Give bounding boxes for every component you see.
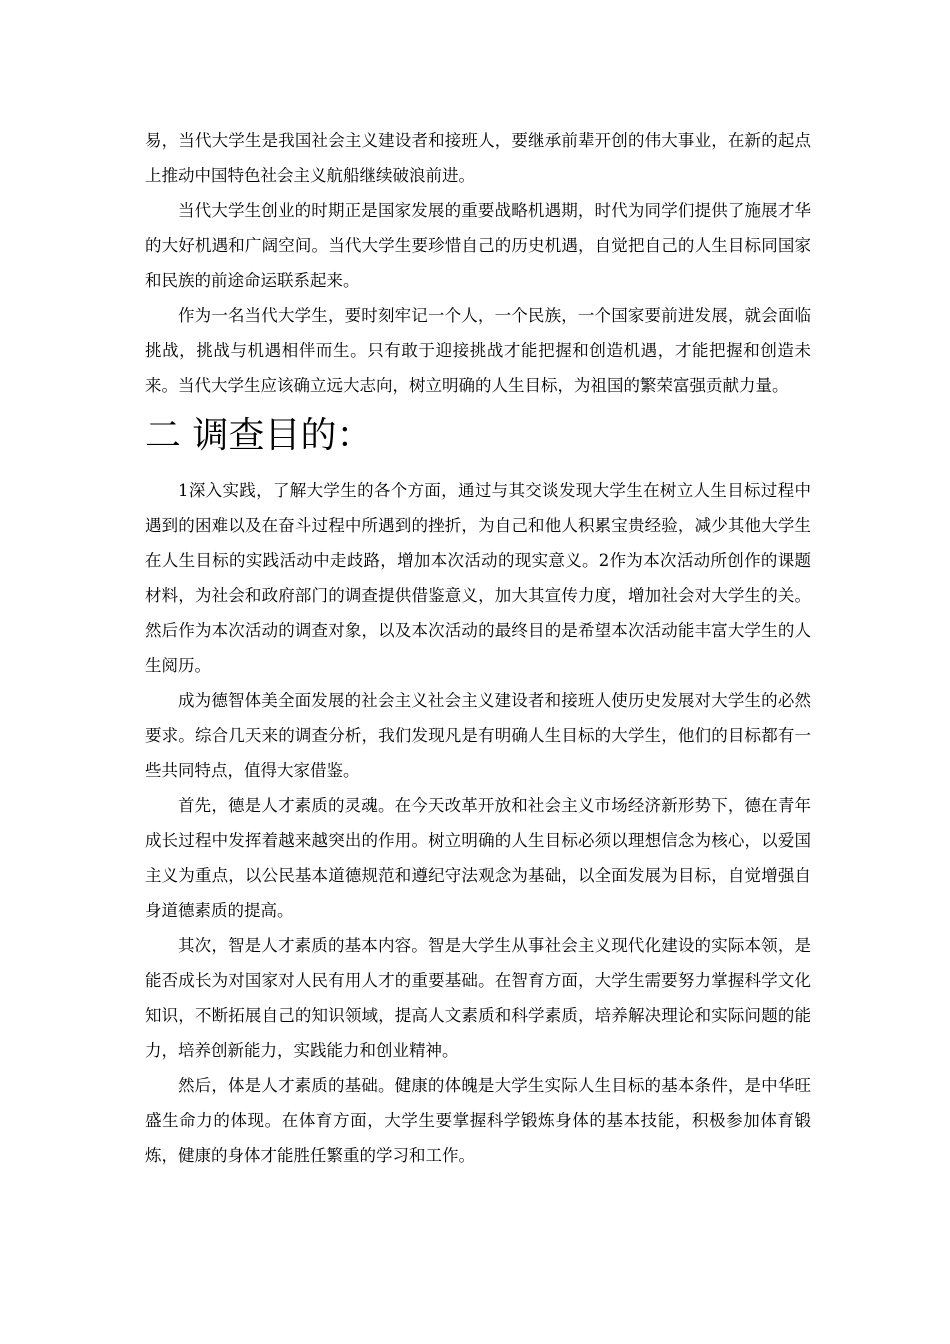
paragraph-challenge: 作为一名当代大学生，要时刻牢记一个人，一个民族，一个国家要前进发展，就会面临挑战，挑战与机遇相伴而生。只有敢于迎接挑战才能把握和创造机遇，才能把握和创造未来。当代大学生应该确立远大志向，树立明确的人生目标，为祖国的繁荣富强贡献力量。 (145, 306, 811, 395)
section-heading: 二 调查目的： (145, 415, 373, 456)
paragraph-intellect: 其次，智是人才素质的基本内容。智是大学生从事社会主义现代化建设的实际本领，是能否成长为对国家对人民有用人才的重要基础。在智育方面，大学生需要努力掌握科学文化知识，不断拓展自己的知识领域，提高人文素质和科学素质，培养解决理论和实际问题的能力，培养创新能力，实践能力和创业精神。 (145, 936, 811, 1060)
paragraph-purpose: 1深入实践，了解大学生的各个方面，通过与其交谈发现大学生在树立人生目标过程中遇到的困难以及在奋斗过程中所遇到的挫折，为自己和他人积累宝贵经验，减少其他大学生在人生目标的实践活动中走歧路，增加本次活动的现实意义。2作为本次活动所创作的课题材料，为社会和政府部门的调查提供借鉴意义，加大其宣传力度，增加社会对大学生的关。然后作为本次活动的调查对象，以及本次活动的最终目的是希望本次活动能丰富大学生的人生阅历。 (145, 481, 811, 675)
paragraph-continued: 易，当代大学生是我国社会主义建设者和接班人，要继承前辈开创的伟大事业，在新的起点上推动中国特色社会主义航船继续破浪前进。 (145, 131, 811, 185)
paragraph-requirements: 成为德智体美全面发展的社会主义社会主义建设者和接班人使历史发展对大学生的必然要求。综合几天来的调查分析，我们发现凡是有明确人生目标的大学生，他们的目标都有一些共同特点，值得大家借鉴。 (145, 691, 811, 780)
document-page (145, 123, 811, 1173)
paragraph-opportunity: 当代大学生创业的时期正是国家发展的重要战略机遇期，时代为同学们提供了施展才华的大好机遇和广阔空间。当代大学生要珍惜自己的历史机遇，自觉把自己的人生目标同国家和民族的前途命运联系起来。 (145, 201, 811, 290)
paragraph-physical: 然后，体是人才素质的基础。健康的体魄是大学生实际人生目标的基本条件，是中华旺盛生命力的体现。在体育方面，大学生要掌握科学锻炼身体的基本技能，积极参加体育锻炼，健康的身体才能胜任繁重的学习和工作。 (145, 1076, 811, 1165)
paragraph-morality: 首先，德是人才素质的灵魂。在今天改革开放和社会主义市场经济新形势下，德在青年成长过程中发挥着越来越突出的作用。树立明确的人生目标必须以理想信念为核心，以爱国主义为重点，以公民基本道德规范和遵纪守法观念为基础，以全面发展为目标，自觉增强自身道德素质的提高。 (145, 796, 811, 920)
